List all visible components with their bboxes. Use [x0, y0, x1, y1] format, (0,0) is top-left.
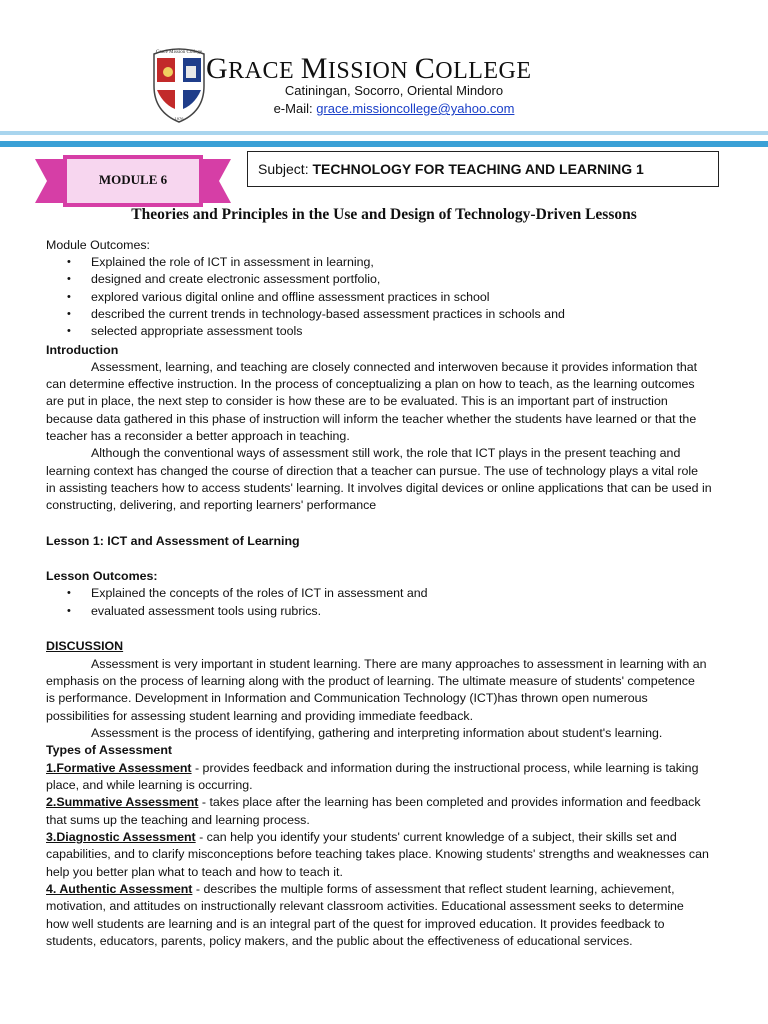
assessment-type-title: 3.Diagnostic Assessment [46, 830, 196, 844]
svg-text:Grace Mission College: Grace Mission College [155, 50, 203, 55]
assessment-type-title: 2.Summative Assessment [46, 795, 199, 809]
module-outcome-item: • described the current trends in technology-based assessment practices in schools and [91, 306, 565, 323]
email-label: e-Mail: [273, 101, 313, 116]
college-address: Catiningan, Socorro, Oriental Mindoro [284, 83, 504, 98]
intro-line: Although the conventional ways of assessment still work, the role that ICT plays in the present teaching and [91, 446, 681, 460]
intro-line: in assisting teachers how to access students' learning. It involves digital devices or online applications that can be used in [46, 481, 712, 495]
intro-line: can determine effective instruction. In the process of conceptualizing a plan on how to teach, as the learning outcomes [46, 377, 695, 391]
discussion-line: emphasis on the process of learning along with the product of learning. The ultimate measure of students' competence [46, 674, 695, 688]
intro-line: are put in place, the next step to consider is how these are to be evaluated. This is an important part of instruction [46, 394, 668, 408]
discussion-line: Assessment is the process of identifying, gathering and interpreting information about student's learning. [91, 726, 663, 740]
intro-line: constructing, delivering, and reporting learners' performance [46, 498, 377, 512]
intro-line: teacher has a reconsider a better approach in teaching. [46, 429, 350, 443]
module-outcome-item: • explored various digital online and offline assessment practices in school [91, 289, 490, 306]
module-badge: MODULE 6 [98, 172, 168, 187]
assessment-type-line: capabilities, and to clarify misconceptions before teaching takes place. Knowing students' strengths and weaknesses can [46, 847, 709, 861]
module-outcome-item: • Explained the role of ICT in assessment in learning, [91, 254, 374, 271]
types-heading: Types of Assessment [46, 743, 173, 757]
intro-line: Assessment, learning, and teaching are closely connected and interwoven because it provides information that [91, 360, 698, 374]
assessment-type-line [46, 794, 701, 811]
lesson-outcomes-heading: Lesson Outcomes: [46, 569, 158, 583]
assessment-type-text: - provides feedback and information during the instructional process, while learning is taking [191, 761, 699, 775]
module-outcome-item: • designed and create electronic assessment portfolio, [91, 271, 380, 288]
assessment-type-line: help you better plan what to teach and how to teach it. [46, 865, 343, 879]
lesson-outcome-item: • Explained the concepts of the roles of ICT in assessment and [91, 585, 428, 602]
assessment-type-title: 4. Authentic Assessment [46, 882, 193, 896]
discussion-line: possibilities for assessing student learning and providing immediate feedback. [46, 709, 474, 723]
assessment-type-line: that sums up the teaching and learning process. [46, 813, 310, 827]
lesson-outcome-item: • evaluated assessment tools using rubrics. [91, 603, 321, 620]
module-outcomes-heading: Module Outcomes: [46, 238, 150, 252]
discussion-line: is performance. Development in Information and Communication Technology (ICT)has thrown open numerous [46, 691, 648, 705]
header-divider-light [0, 131, 768, 135]
assessment-type-line [46, 760, 698, 777]
assessment-type-text: - takes place after the learning has been completed and provides information and feedback [198, 795, 701, 809]
email-link[interactable]: grace.missioncollege@yahoo.com [316, 101, 515, 116]
discussion-heading: DISCUSSION [46, 639, 124, 653]
introduction-heading: Introduction [46, 343, 119, 357]
subject-value: TECHNOLOGY FOR TEACHING AND LEARNING 1 [312, 161, 644, 177]
intro-line: because data gathered in this phase of instruction will inform the teacher whether the students have learned or that the [46, 412, 697, 426]
assessment-type-line: place, and while learning is occurring. [46, 778, 253, 792]
assessment-type-line [46, 829, 677, 846]
subject-line [258, 161, 644, 177]
assessment-type-text: - describes the multiple forms of assessment that reflect student learning, achievement, [192, 882, 675, 896]
assessment-type-line: how well students are learning and is an integral part of the quest for improved education. It provides feedback to [46, 917, 665, 931]
header-divider-dark [0, 141, 768, 147]
college-name: GRACE MISSION COLLEGE [206, 52, 532, 85]
subject-box [247, 151, 719, 187]
module-outcome-item: • selected appropriate assessment tools [91, 323, 302, 340]
assessment-type-text: - can help you identify your students' current knowledge of a subject, their skills set and [195, 830, 677, 844]
module-title: Theories and Principles in the Use and Design of Technology-Driven Lessons [131, 206, 637, 223]
subject-label: Subject: [258, 161, 309, 177]
lesson-heading: Lesson 1: ICT and Assessment of Learning [46, 534, 300, 548]
assessment-type-title: 1.Formative Assessment [46, 761, 192, 775]
discussion-line: Assessment is very important in student learning. There are many approaches to assessment in learning with an [91, 657, 707, 671]
assessment-type-line: students, educators, parents, policy makers, and the public about the effectiveness of educational services. [46, 934, 633, 948]
intro-line: learning context has changed the course of direction that a teacher can pursue. The use of technology plays a vital role [46, 464, 699, 478]
assessment-type-line [46, 881, 675, 898]
assessment-type-line: motivation, and attitudes on instructionally relevant classroom activities. Educational assessment seeks to determine [46, 899, 684, 913]
college-email-line [0, 101, 768, 116]
svg-text:1976: 1976 [174, 116, 184, 121]
